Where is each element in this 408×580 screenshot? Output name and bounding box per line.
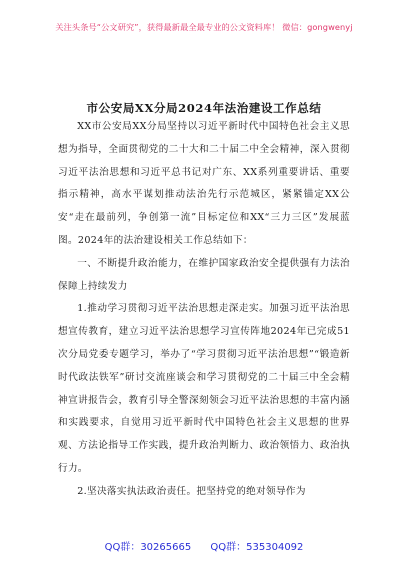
section-heading: 一、不断提升政治能力，在维护国家政治安全提供强有力法治保障上持续发力 — [58, 257, 350, 292]
page-title: 市公安局XX分局2024年法治建设工作总结 — [86, 101, 322, 115]
header-banner: 关注头条号“公文研究”，获得最新最全最专业的公文资料库！ 微信：gongwenyj — [55, 22, 353, 32]
qq-group-2: QQ群：535304092 — [210, 542, 304, 553]
qq-group-1: QQ群：30265665 — [104, 542, 192, 553]
body-paragraph: 2.坚决落实执法政治责任。把坚持党的绝对领导作为 — [77, 485, 306, 497]
intro-paragraph: XX市公安局XX分局坚持以习近平新时代中国特色社会主义思想为指导，全面贯彻党的二十大和二十届二中全会精神，深入贯彻习近平法治思想和习近平总书记对广东、XX系列重要讲话、重要指示精神，高水平谋划推动法治先行示范城区，紧紧锚定XX公安“走在最前列，争创第一流”目标定位和XX“三力三区”发展蓝图。2024年的法治建设相关工作总结如下： — [58, 121, 350, 246]
footer — [0, 538, 408, 553]
body-paragraph: 1.推动学习贯彻习近平法治思想走深走实。加强习近平法治思想宣传教育，建立习近平法治思想学习宣传阵地2024年已完成51次分局党委专题学习，举办了“学习贯彻习近平法治思想”“锻造新时代政法铁军”研讨交流座谈会和学习贯彻党的二十届三中全会精神宣讲报告会，教育引导全警深刻领会习近平法治思想的丰富内涵和实践要求，自觉用习近平新时代中国特色社会主义思想的世界观、方法论指导工作实践，提升政治判断力、政治领悟力、政治执行力。 — [58, 303, 350, 474]
document-body — [58, 116, 350, 504]
